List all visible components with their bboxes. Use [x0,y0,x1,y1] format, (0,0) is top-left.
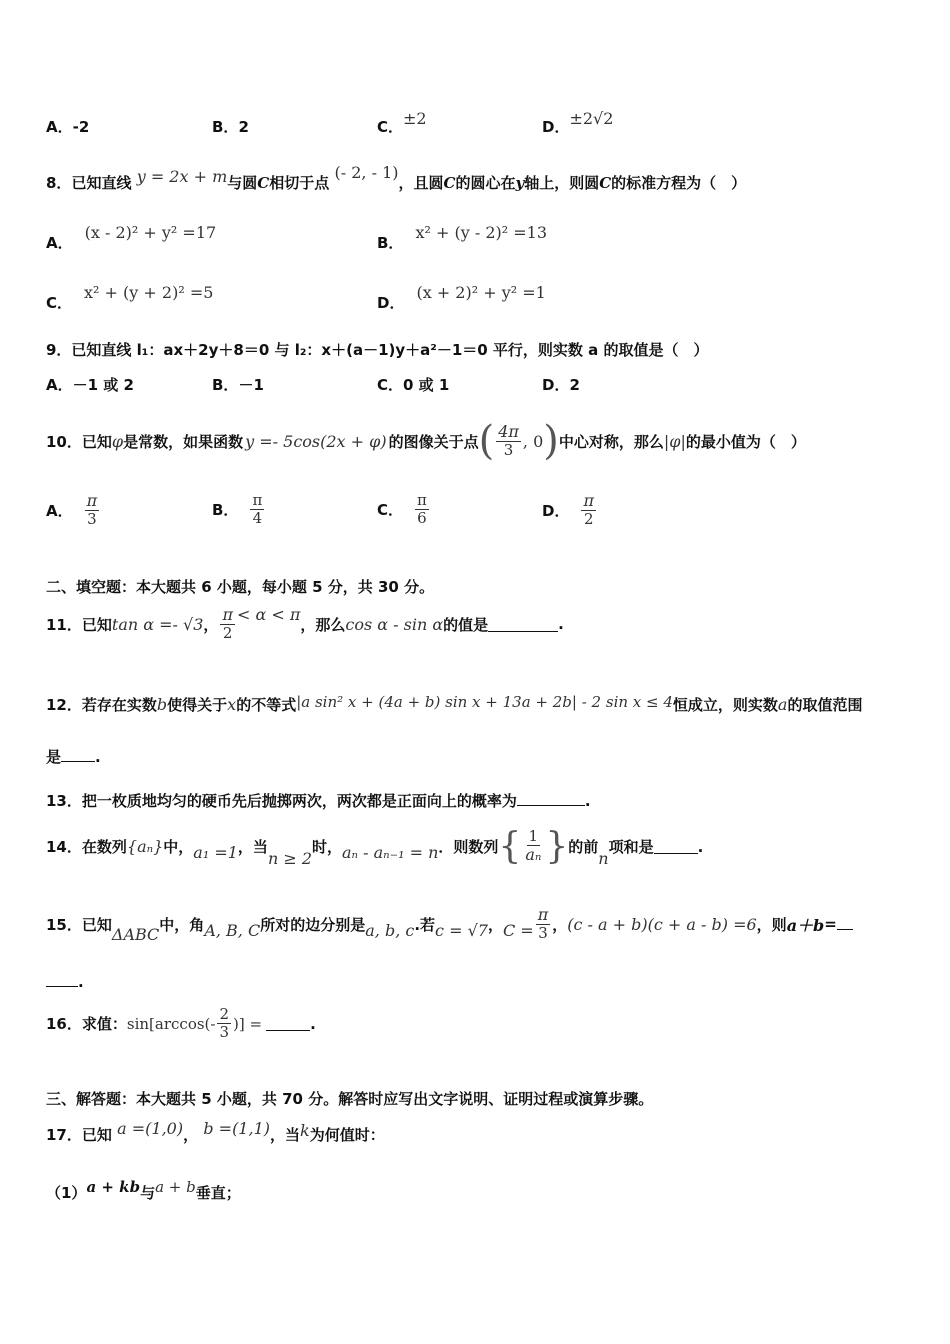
q7-option-b: B．2 [212,118,249,136]
q11-answer-blank[interactable] [488,617,558,632]
q8-option-b: B．x² + (y - 2)² =13 [377,223,547,252]
q14-answer-blank[interactable] [654,839,698,854]
q8-option-d: D．(x + 2)² + y² =1 [377,283,546,312]
question-17: 17．已知 a =(1,0)， b =(1,1)，当k为何值时： [46,1119,385,1144]
question-8: 8．已知直线 y = 2x + m与圆C相切于点 (- 2, - 1)，且圆C的圆心在y轴上，则圆C的标准方程为（ ） [46,163,747,192]
q16-answer-blank[interactable] [266,1016,310,1031]
question-14: 14． 在数列 {aₙ} 中， a₁ =1 ，当 n ≥ 2 时， aₙ - aₙ₋₁ = n ．则数列 { $\frac{1}{\text{aₙ}}$ } 的前 n 项和是 . [46,826,704,868]
question-9: 9．已知直线 l₁：ax＋2y＋8＝0 与 l₂：x＋(a－1)y＋a²－1＝0 平行，则实数 a 的取值是（ ） [46,341,709,359]
question-16: 16． 求值： sin[arccos(- $\frac{2}{3}$ )] = . [46,1005,316,1042]
question-12-cont: 是 . [46,748,101,766]
q9-option-c: C．0 或 1 [377,376,450,394]
q13-answer-blank[interactable] [517,791,585,806]
q15-answer-blank[interactable] [46,972,78,987]
q10-option-c: C． $\frac{\pi}{6}$ [377,491,427,528]
q10-option-b: B． $\frac{\pi}{4}$ [212,491,263,528]
q9-option-d: D．2 [542,376,580,394]
question-11: 11． 已知 tan α =- √3 ， $\frac{\pi}{2}$ < α < π ，那么 cos α - sin α 的值是 . [46,604,564,643]
q7-option-c: C．±2 [377,109,427,136]
q9-option-a: A．－1 或 2 [46,376,134,394]
question-13: 13．把一枚质地均匀的硬币先后抛掷两次，两次都是正面向上的概率为 . [46,792,591,810]
q12-answer-blank[interactable] [61,747,95,762]
q8-option-a: A．(x - 2)² + y² =17 [46,223,217,252]
section-3-heading: 三、解答题：本大题共 5 小题，共 70 分。解答时应写出文字说明、证明过程或演算步骤。 [46,1090,654,1108]
question-15-cont: . [46,972,84,991]
section-2-heading: 二、填空题：本大题共 6 小题，每小题 5 分，共 30 分。 [46,578,435,596]
q7-option-a: A．-2 [46,118,90,136]
question-15: 15． 已知 ΔABC 中，角 A, B, C 所对的边分别是 a, b, c .若 c = √7 ， C = $\frac{\pi}{3}$ ， (c - a + b)(c + a - b) =6 ，则 a＋b = [46,906,853,943]
q7-option-d: D．±2√2 [542,109,614,136]
q9-option-b: B．－1 [212,376,264,394]
question-12: 12．若存在实数b使得关于x的不等式|a sin² x + (4a + b) sin x + 13a + 2b| - 2 sin x ≤ 4恒成立，则实数a的取值范围 [46,693,863,714]
question-10: 10． 已知 φ 是常数，如果函数 y =- 5cos(2x + φ) 的图像关于点 ( $\frac{4\pi}{3}$ , 0 ) 中心对称，那么 |φ| 的最小值为（ ） [46,418,806,464]
q8-option-c: C．x² + (y + 2)² =5 [46,283,214,312]
q10-option-d: D． $\frac{\pi}{2}$ [542,491,594,529]
q10-option-a: A． $\frac{\pi}{3}$ [46,491,98,529]
question-17-part-1: （1）a + kb与a + b垂直； [46,1178,241,1202]
